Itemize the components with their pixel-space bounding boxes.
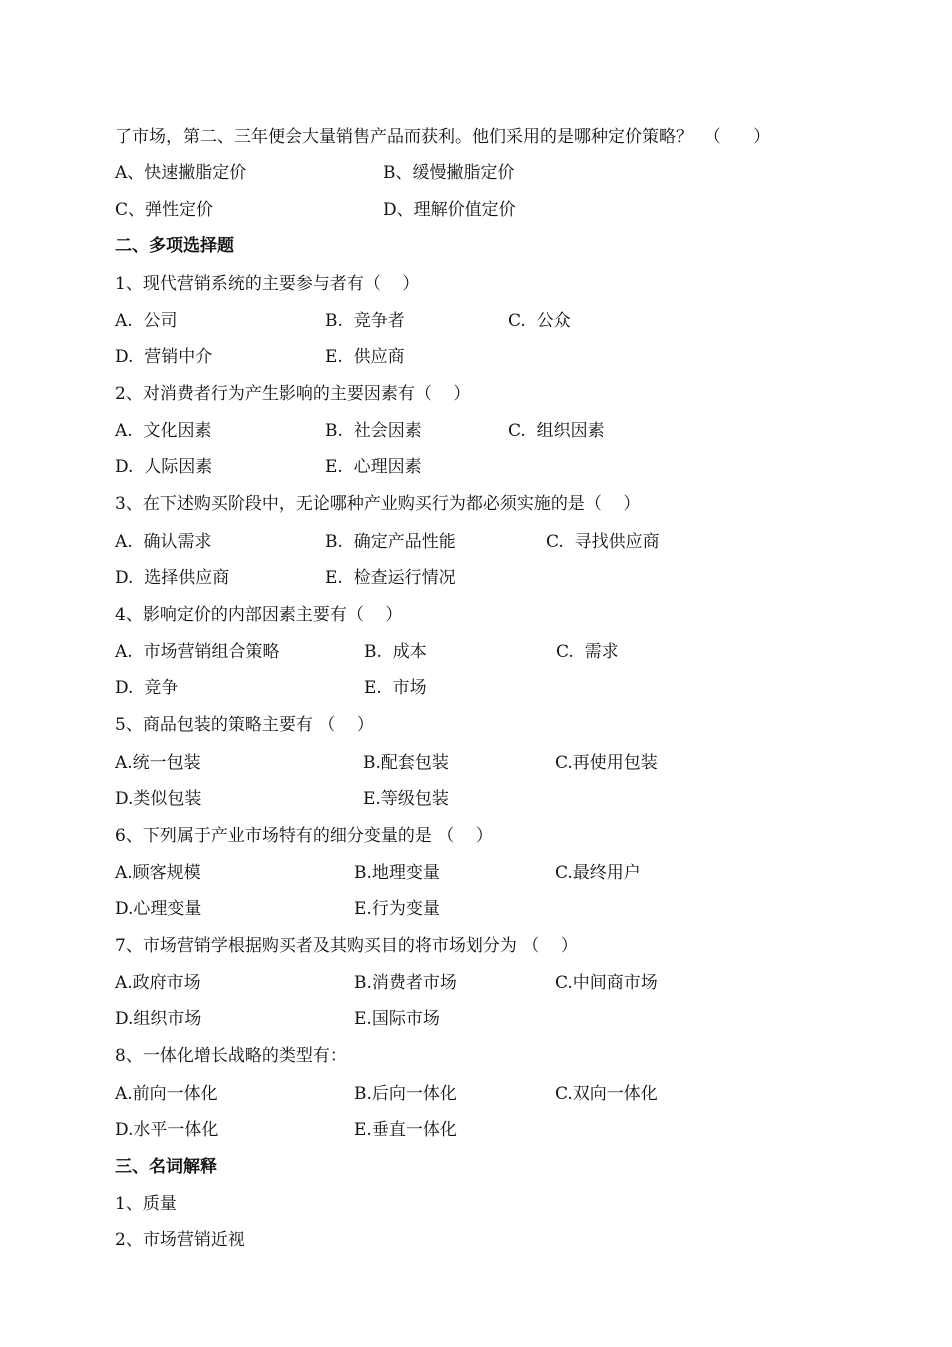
option: E.等级包装 xyxy=(363,789,449,809)
term-item: 2、市场营销近视 xyxy=(115,1230,245,1250)
option: A. 市场营销组合策略 xyxy=(115,642,280,662)
option: C.再使用包装 xyxy=(555,753,658,773)
option: A.顾客规模 xyxy=(115,863,201,883)
option: D.组织市场 xyxy=(115,1009,202,1029)
option: D. 营销中介 xyxy=(115,347,213,367)
question-text: 8、一体化增长战略的类型有： xyxy=(115,1046,347,1066)
question-text: 了市场，第二、三年便会大量销售产品而获利。他们采用的是哪种定价策略？ （ ） xyxy=(115,127,771,147)
question-text: 3、在下述购买阶段中，无论哪种产业购买行为都必须实施的是（ ） xyxy=(115,494,641,514)
option: D.类似包装 xyxy=(115,789,202,809)
question-text: 1、现代营销系统的主要参与者有（ ） xyxy=(115,274,420,294)
question-text: 4、影响定价的内部因素主要有（ ） xyxy=(115,605,403,625)
option: E.行为变量 xyxy=(354,899,440,919)
option: B.消费者市场 xyxy=(354,973,457,993)
option: E.垂直一体化 xyxy=(354,1120,457,1140)
question-text: 5、商品包装的策略主要有 （ ） xyxy=(115,715,374,735)
option: E. 心理因素 xyxy=(325,457,422,477)
option: C.双向一体化 xyxy=(555,1084,658,1104)
option: C. 需求 xyxy=(556,642,619,662)
option: A. 公司 xyxy=(115,311,178,331)
option: A、快速撇脂定价 xyxy=(115,163,247,183)
option: B. 成本 xyxy=(364,642,427,662)
section-heading: 三、名词解释 xyxy=(115,1157,217,1177)
option: E.国际市场 xyxy=(354,1009,440,1029)
option: A.统一包装 xyxy=(115,753,201,773)
option: C. 公众 xyxy=(508,311,571,331)
option: C. 组织因素 xyxy=(508,421,605,441)
option: C. 寻找供应商 xyxy=(546,532,660,552)
term-item: 1、质量 xyxy=(115,1194,177,1214)
option: D. 竞争 xyxy=(115,678,179,698)
option: B.后向一体化 xyxy=(354,1084,457,1104)
section-heading: 二、多项选择题 xyxy=(115,236,234,256)
option: B. 社会因素 xyxy=(325,421,422,441)
option: D. 人际因素 xyxy=(115,457,213,477)
option: A. 文化因素 xyxy=(115,421,212,441)
option: E. 供应商 xyxy=(325,347,405,367)
option: E. 市场 xyxy=(364,678,427,698)
question-text: 6、下列属于产业市场特有的细分变量的是 （ ） xyxy=(115,826,493,846)
question-text: 2、对消费者行为产生影响的主要因素有（ ） xyxy=(115,384,471,404)
option: B.配套包装 xyxy=(363,753,449,773)
option: D.水平一体化 xyxy=(115,1120,219,1140)
option: C.最终用户 xyxy=(555,863,641,883)
option: C、弹性定价 xyxy=(115,200,214,220)
option: D.心理变量 xyxy=(115,899,202,919)
option: B.地理变量 xyxy=(354,863,440,883)
option: E. 检查运行情况 xyxy=(325,568,456,588)
option: A.政府市场 xyxy=(115,973,201,993)
option: D、理解价值定价 xyxy=(383,200,516,220)
question-text: 7、市场营销学根据购买者及其购买目的将市场划分为 （ ） xyxy=(115,936,578,956)
option: D. 选择供应商 xyxy=(115,568,230,588)
option: A. 确认需求 xyxy=(115,532,212,552)
option: C.中间商市场 xyxy=(555,973,658,993)
option: B. 竞争者 xyxy=(325,311,405,331)
option: B、缓慢撇脂定价 xyxy=(383,163,515,183)
option: B. 确定产品性能 xyxy=(325,532,456,552)
option: A.前向一体化 xyxy=(115,1084,218,1104)
